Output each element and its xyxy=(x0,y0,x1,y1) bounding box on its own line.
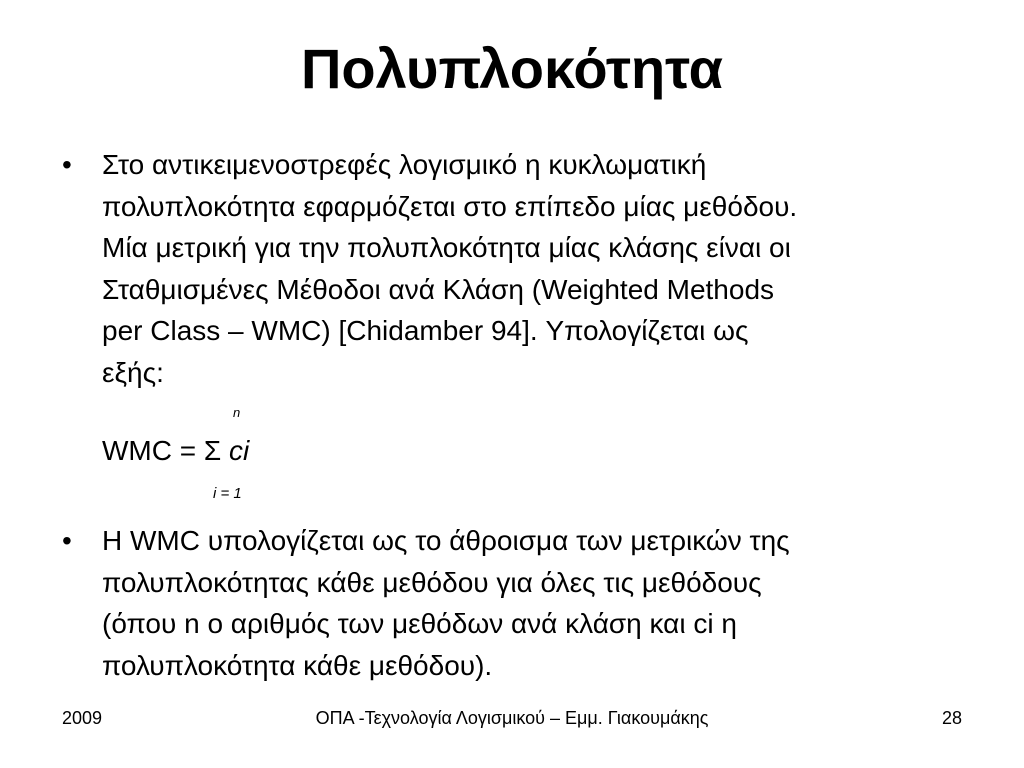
formula-expression xyxy=(102,431,249,471)
text-line: Σταθμισμένες Μέθοδοι ανά Κλάση (Weighted Methods xyxy=(102,273,775,305)
footer-course: ΟΠΑ -Τεχνολογία Λογισμικού – Εμμ. Γιακουμάκης xyxy=(315,708,709,728)
text-line: πολυπλοκότητα εφαρμόζεται στο επίπεδο μίας μεθόδου. xyxy=(102,190,798,222)
slide-title: Πολυπλοκότητα xyxy=(300,37,724,100)
text-line: Στο αντικειμενοστρεφές λογισμικό η κυκλωματική xyxy=(102,149,707,180)
text-line: πολυπλοκότητας κάθε μεθόδου για όλες τις μεθόδους xyxy=(102,566,762,598)
bullet-marker: • xyxy=(62,525,72,556)
formula-term: ci xyxy=(228,435,250,466)
text-line: εξής: xyxy=(102,356,164,388)
text-line: per Class – WMC) [Chidamber 94]. Υπολογίζεται ως xyxy=(102,315,749,346)
bullet-text xyxy=(102,144,972,393)
bullet-marker: • xyxy=(62,149,72,180)
footer-year: 2009 xyxy=(62,708,103,728)
formula-lower-limit: i = 1 xyxy=(213,485,242,502)
footer-page-number: 28 xyxy=(941,708,962,728)
text-line: πολυπλοκότητα κάθε μεθόδου). xyxy=(102,649,493,681)
formula-upper-limit: n xyxy=(233,405,241,420)
text-line: (όπου n ο αριθμός των μεθόδων ανά κλάση και ci η xyxy=(102,608,737,639)
text-line: Η WMC υπολογίζεται ως το άθροισμα των μετρικών της xyxy=(102,525,790,556)
formula-lhs: WMC = Σ xyxy=(102,435,222,466)
text-line: Μία μετρική για την πολυπλοκότητα μίας κλάσης είναι οι xyxy=(102,232,791,263)
bullet-text xyxy=(102,520,972,686)
